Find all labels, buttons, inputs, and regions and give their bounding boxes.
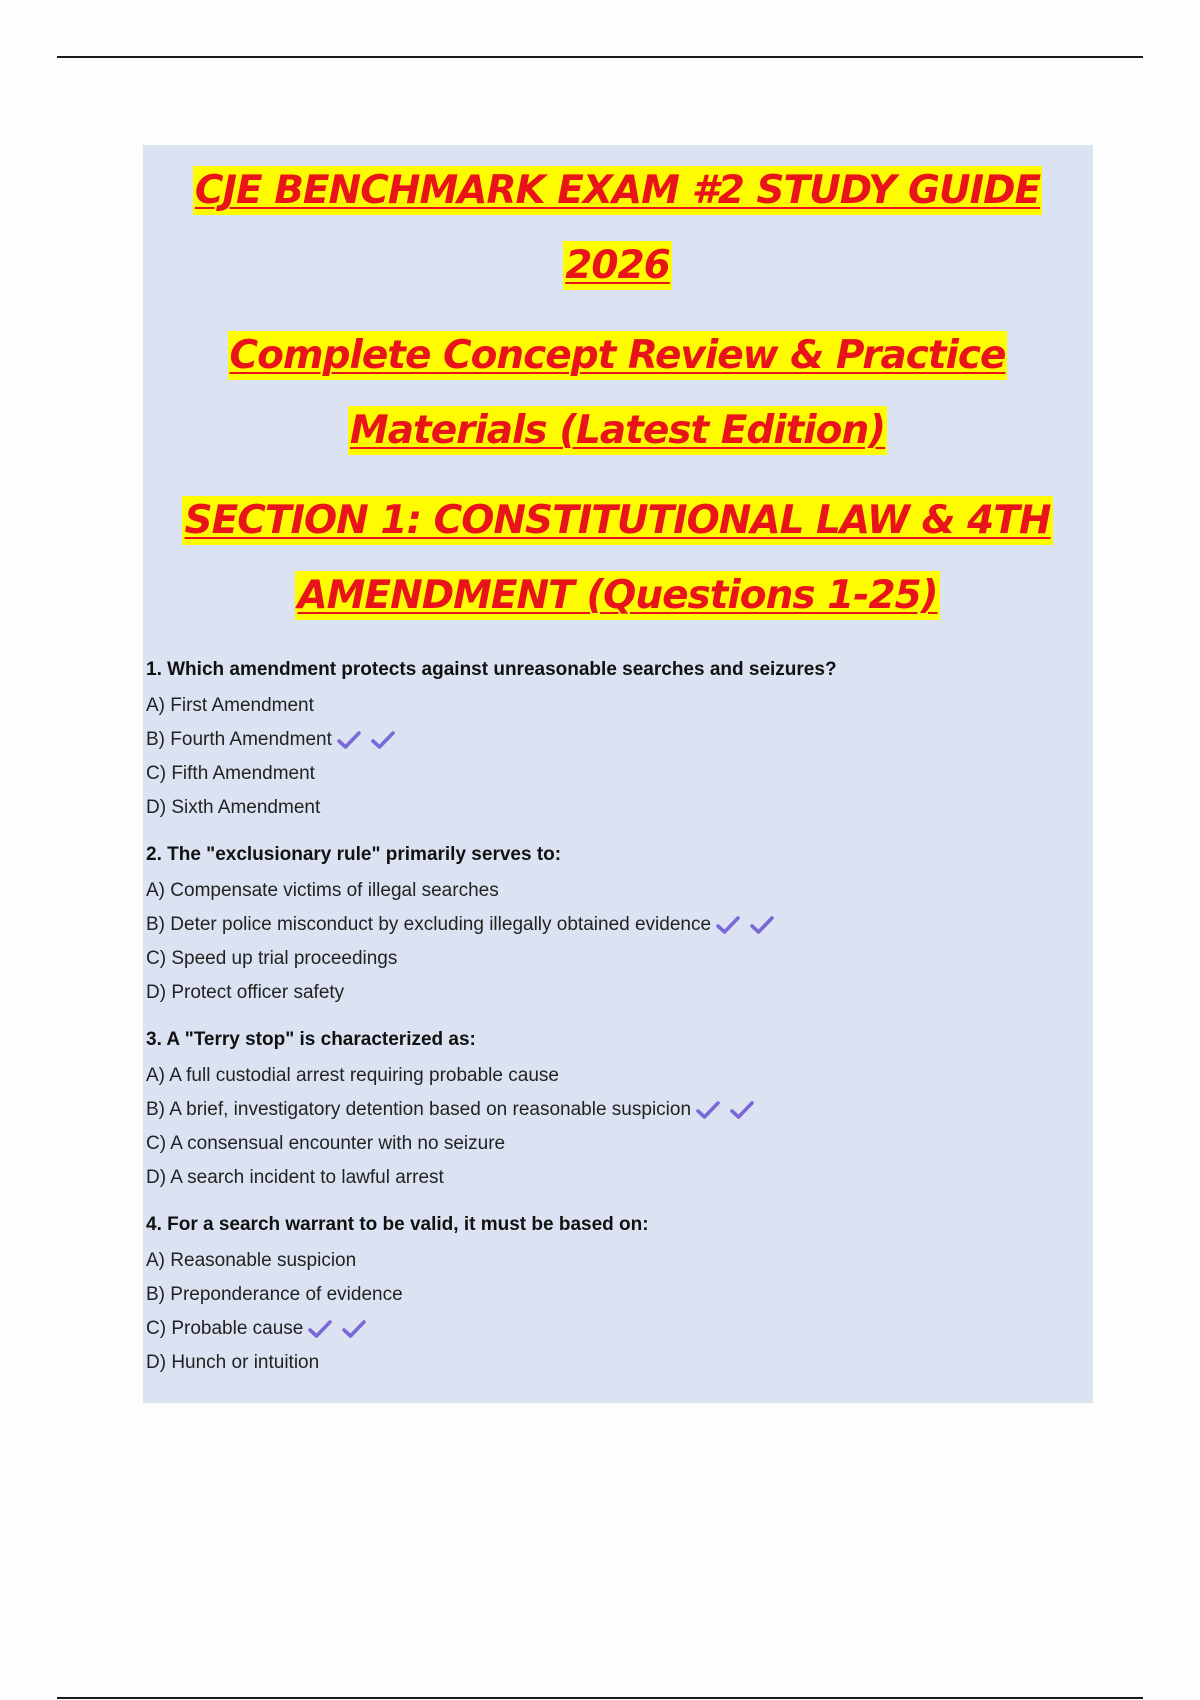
question-4 bbox=[146, 1212, 1089, 1380]
answer-option bbox=[146, 1127, 1089, 1161]
answer-option-label: B) Fourth Amendment bbox=[146, 729, 332, 750]
answer-option-label: D) A search incident to lawful arrest bbox=[146, 1167, 444, 1188]
answer-option-label: D) Protect officer safety bbox=[146, 982, 345, 1003]
answer-option-label: D) Hunch or intuition bbox=[146, 1352, 320, 1373]
answer-option bbox=[146, 1244, 1089, 1278]
page-title-line-1: CJE BENCHMARK EXAM #2 STUDY GUIDE bbox=[194, 168, 1041, 213]
answer-option-label: D) Sixth Amendment bbox=[146, 797, 321, 818]
bottom-rule bbox=[57, 1697, 1143, 1699]
subtitle-line-2: Materials (Latest Edition) bbox=[349, 408, 886, 453]
title-group bbox=[146, 153, 1089, 303]
answer-option-label: C) A consensual encounter with no seizure bbox=[146, 1133, 506, 1154]
question-1 bbox=[146, 657, 1089, 825]
check-icon bbox=[307, 1318, 337, 1340]
answer-option-label: C) Probable cause bbox=[146, 1318, 304, 1339]
answer-option bbox=[146, 1346, 1089, 1380]
answer-option-label: C) Speed up trial proceedings bbox=[146, 948, 398, 969]
question-list bbox=[146, 657, 1089, 1380]
question-text: 4. For a search warrant to be valid, it must be based on: bbox=[146, 1214, 649, 1235]
subtitle-group bbox=[146, 318, 1089, 468]
answer-option bbox=[146, 908, 1089, 942]
check-icon bbox=[729, 1099, 759, 1121]
check-icon bbox=[695, 1099, 725, 1121]
answer-option bbox=[146, 791, 1089, 825]
answer-option-label: B) Deter police misconduct by excluding illegally obtained evidence bbox=[146, 914, 712, 935]
answer-option bbox=[146, 1161, 1089, 1195]
answer-option bbox=[146, 757, 1089, 791]
answer-option bbox=[146, 942, 1089, 976]
answer-option bbox=[146, 874, 1089, 908]
answer-option bbox=[146, 1059, 1089, 1093]
answer-option bbox=[146, 1312, 1089, 1346]
check-icon bbox=[341, 1318, 371, 1340]
section-heading-group bbox=[146, 483, 1089, 633]
top-rule bbox=[57, 56, 1143, 58]
section-heading-line-2: AMENDMENT (Questions 1-25) bbox=[297, 573, 938, 618]
question-text: 3. A "Terry stop" is characterized as: bbox=[146, 1029, 476, 1050]
answer-option-label: A) Compensate victims of illegal searches bbox=[146, 880, 499, 901]
title-block bbox=[146, 153, 1089, 633]
section-heading-line-1: SECTION 1: CONSTITUTIONAL LAW & 4TH bbox=[184, 498, 1051, 543]
check-icon bbox=[370, 729, 400, 751]
answer-option bbox=[146, 976, 1089, 1010]
check-icon bbox=[336, 729, 366, 751]
question-2 bbox=[146, 842, 1089, 1010]
answer-option-label: A) Reasonable suspicion bbox=[146, 1250, 357, 1271]
content-panel bbox=[143, 145, 1093, 1403]
answer-option-label: A) First Amendment bbox=[146, 695, 314, 716]
answer-option bbox=[146, 689, 1089, 723]
answer-option bbox=[146, 1278, 1089, 1312]
answer-option-label: C) Fifth Amendment bbox=[146, 763, 315, 784]
answer-option-label: B) Preponderance of evidence bbox=[146, 1284, 403, 1305]
question-text: 1. Which amendment protects against unreasonable searches and seizures? bbox=[146, 659, 837, 680]
check-icon bbox=[749, 914, 779, 936]
answer-option-label: A) A full custodial arrest requiring probable cause bbox=[146, 1065, 559, 1086]
answer-option bbox=[146, 723, 1089, 757]
subtitle-line-1: Complete Concept Review & Practice bbox=[229, 333, 1006, 378]
answer-option-label: B) A brief, investigatory detention based on reasonable suspicion bbox=[146, 1099, 692, 1120]
question-text: 2. The "exclusionary rule" primarily serves to: bbox=[146, 844, 562, 865]
question-3 bbox=[146, 1027, 1089, 1195]
page-title-line-2: 2026 bbox=[565, 243, 670, 288]
answer-option bbox=[146, 1093, 1089, 1127]
check-icon bbox=[715, 914, 745, 936]
